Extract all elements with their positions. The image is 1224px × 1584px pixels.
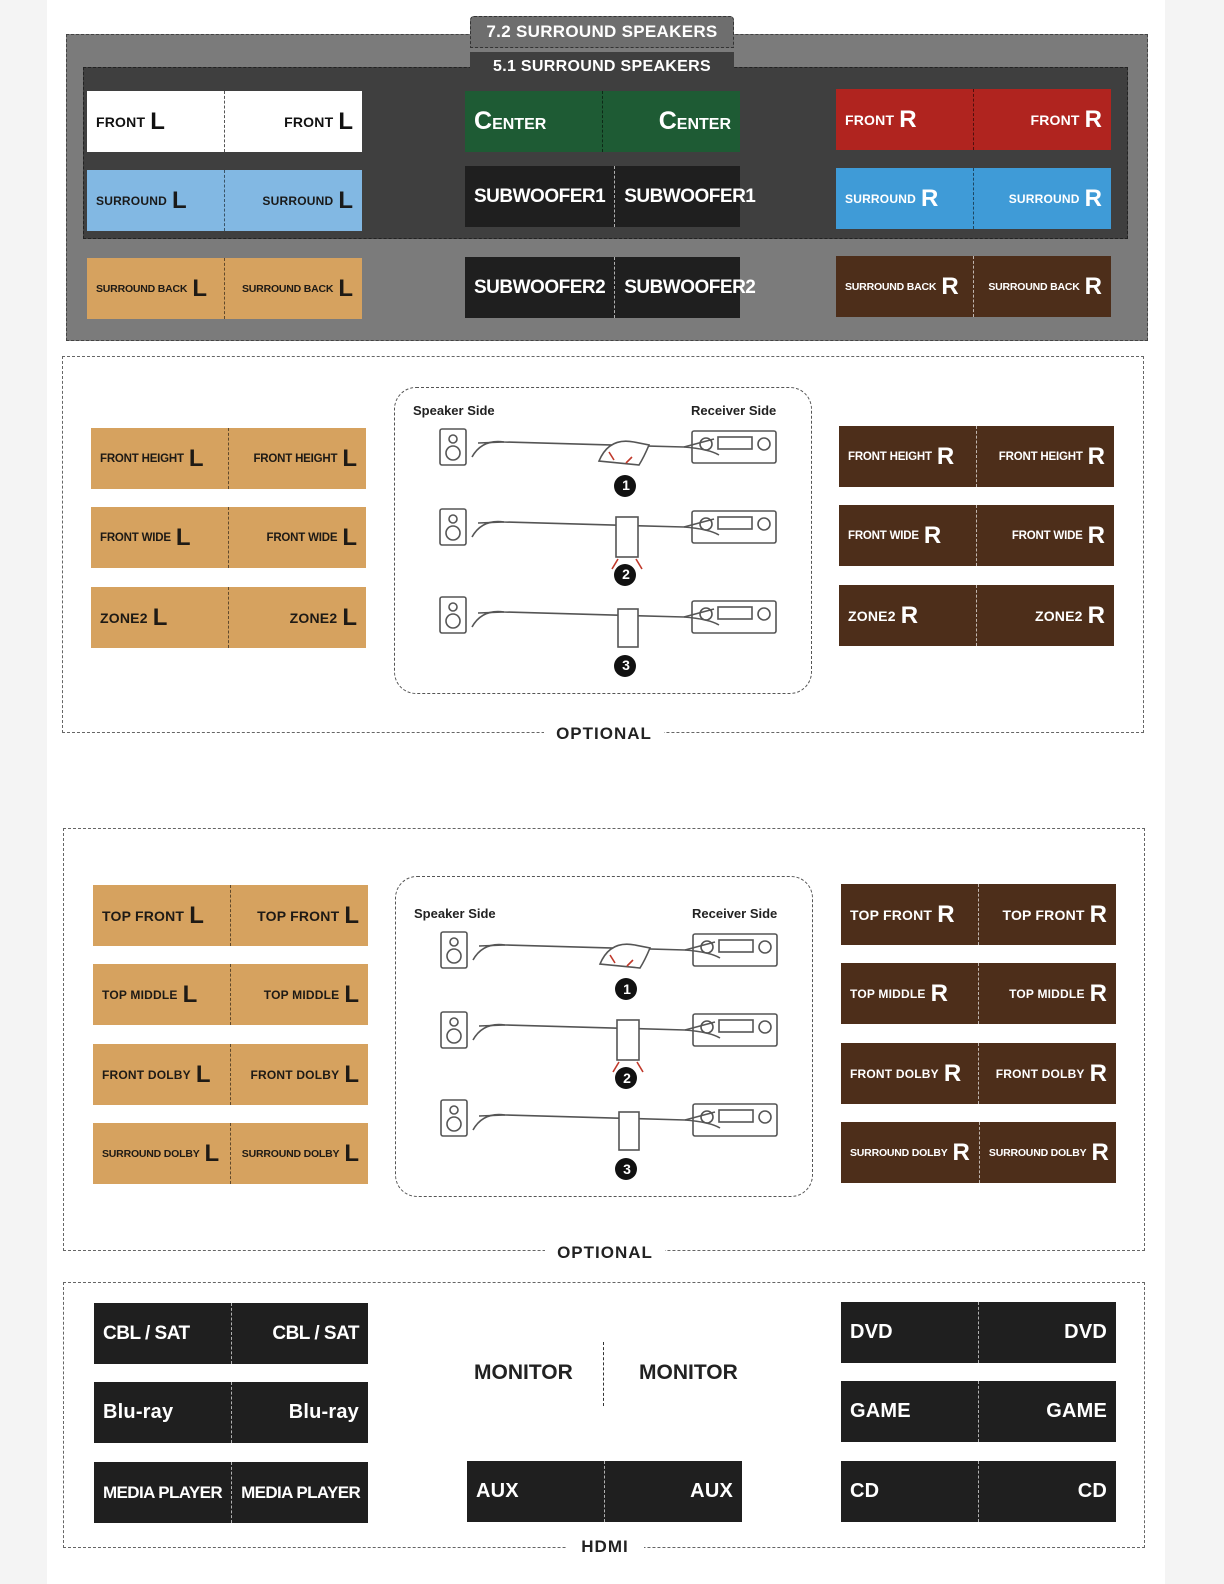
top-middle-l-label[interactable]: TOP MIDDLE L TOP MIDDLE L xyxy=(93,964,368,1025)
cable-step-1b xyxy=(441,932,777,968)
step-number-1a: 1 xyxy=(622,477,630,493)
cable-step-1 xyxy=(440,429,776,465)
subwoofer2-label[interactable]: SUBWOOFER2 SUBWOOFER2 xyxy=(465,257,740,318)
bluray-label[interactable]: Blu-ray Blu-ray xyxy=(94,1382,368,1443)
top-middle-r-label[interactable]: TOP MIDDLE R TOP MIDDLE R xyxy=(841,963,1116,1024)
monitor-label-right[interactable]: MONITOR xyxy=(639,1361,738,1384)
zone2-l-label[interactable]: ZONE2 L ZONE2 L xyxy=(91,587,366,648)
surround-dolby-l-label[interactable]: SURROUND DOLBY L SURROUND DOLBY L xyxy=(93,1123,368,1184)
media-player-label[interactable]: MEDIA PLAYER MEDIA PLAYER xyxy=(94,1462,368,1523)
front-height-r-label[interactable]: FRONT HEIGHT R FRONT HEIGHT R xyxy=(839,426,1114,487)
monitor-divider xyxy=(603,1342,604,1406)
zone2-r-label[interactable]: ZONE2 R ZONE2 R xyxy=(839,585,1114,646)
cable-step-3 xyxy=(440,597,776,647)
front-dolby-l-label[interactable]: FRONT DOLBY L FRONT DOLBY L xyxy=(93,1044,368,1105)
speaker-side-label-1: Speaker Side xyxy=(413,403,495,418)
front-wide-l-label[interactable]: FRONT WIDE L FRONT WIDE L xyxy=(91,507,366,568)
front-r-label[interactable]: FRONT R FRONT R xyxy=(836,89,1111,150)
front-dolby-r-label[interactable]: FRONT DOLBY R FRONT DOLBY R xyxy=(841,1043,1116,1104)
step-number-1b: 1 xyxy=(623,981,631,997)
optional-caption-2: OPTIONAL xyxy=(545,1243,665,1265)
surround-l-label[interactable]: SURROUND L SURROUND L xyxy=(87,170,362,231)
step-number-3a: 3 xyxy=(622,657,630,673)
top-front-r-label[interactable]: TOP FRONT R TOP FRONT R xyxy=(841,884,1116,945)
step-number-2b: 2 xyxy=(623,1070,631,1086)
cable-step-2b xyxy=(441,1012,777,1072)
cable-diagram-1 xyxy=(394,387,812,694)
monitor-label-left[interactable]: MONITOR xyxy=(474,1361,573,1384)
top-front-l-label[interactable]: TOP FRONT L TOP FRONT L xyxy=(93,885,368,946)
surround-72-title: 7.2 SURROUND SPEAKERS xyxy=(470,16,734,48)
step-number-3b: 3 xyxy=(623,1161,631,1177)
front-wide-r-label[interactable]: FRONT WIDE R FRONT WIDE R xyxy=(839,505,1114,566)
cable-step-2 xyxy=(440,509,776,569)
surround-dolby-r-label[interactable]: SURROUND DOLBY R SURROUND DOLBY R xyxy=(841,1122,1116,1183)
receiver-side-label-1: Receiver Side xyxy=(691,403,777,418)
receiver-side-label-2: Receiver Side xyxy=(692,906,778,921)
surround-r-label[interactable]: SURROUND R SURROUND R xyxy=(836,168,1111,229)
cd-label[interactable]: CD CD xyxy=(841,1461,1116,1522)
front-l-label[interactable]: FRONT L FRONT L xyxy=(87,91,362,152)
surround-51-title: 5.1 SURROUND SPEAKERS xyxy=(470,52,734,84)
aux-label[interactable]: AUX AUX xyxy=(467,1461,742,1522)
surround-back-r-label[interactable]: SURROUND BACK R SURROUND BACK R xyxy=(836,256,1111,317)
subwoofer1-label[interactable]: SUBWOOFER1 SUBWOOFER1 xyxy=(465,166,740,227)
dvd-label[interactable]: DVD DVD xyxy=(841,1302,1116,1363)
cbl-sat-label[interactable]: CBL / SAT CBL / SAT xyxy=(94,1303,368,1364)
speaker-side-label-2: Speaker Side xyxy=(414,906,496,921)
front-height-l-label[interactable]: FRONT HEIGHT L FRONT HEIGHT L xyxy=(91,428,366,489)
step-number-2a: 2 xyxy=(622,566,630,582)
hdmi-caption: HDMI xyxy=(566,1537,644,1559)
cable-step-3b xyxy=(441,1100,777,1150)
center-label[interactable]: CENTER CENTER xyxy=(465,91,740,152)
surround-back-l-label[interactable]: SURROUND BACK L SURROUND BACK L xyxy=(87,258,362,319)
cable-diagram-2 xyxy=(395,890,813,1197)
optional-caption-1: OPTIONAL xyxy=(544,724,664,746)
game-label[interactable]: GAME GAME xyxy=(841,1381,1116,1442)
